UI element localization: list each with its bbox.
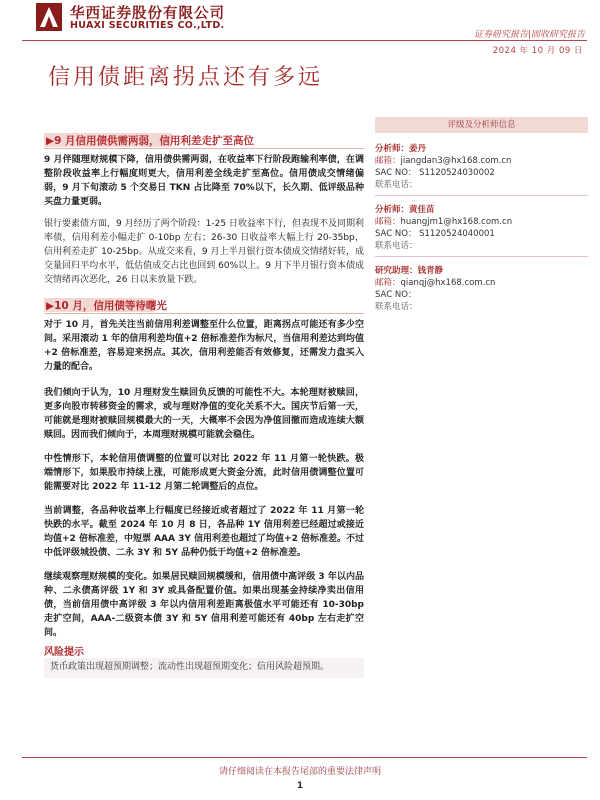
analyst-role: 分析师： <box>375 205 410 215</box>
analyst-name: 姜丹 <box>409 144 427 154</box>
company-name-cn: 华西证券股份有限公司 <box>70 6 225 22</box>
risk-heading: 风险提示 <box>44 647 84 658</box>
heading-underline <box>44 313 364 314</box>
analyst-role: 分析师： <box>375 144 410 154</box>
heading-underline <box>44 148 364 149</box>
analyst-name: 黄佳苗 <box>409 205 435 215</box>
section-heading-2 <box>44 297 364 314</box>
analyst-role: 研究助理： <box>375 266 418 276</box>
page-number: 1 <box>296 781 304 791</box>
analyst-card <box>375 143 588 196</box>
report-date: 2024 年 10 月 09 日 <box>492 46 583 56</box>
analyst-name: 钱青静 <box>417 266 444 276</box>
company-name-en: HUAXI SECURITIES CO.,LTD. <box>70 20 225 31</box>
analyst-divider <box>375 195 588 196</box>
analyst-contact: 联系电话： <box>375 180 418 190</box>
analyst-contact: 联系电话： <box>375 302 418 312</box>
analyst-sac-line <box>375 289 588 301</box>
analyst-sac-line <box>375 228 588 240</box>
analyst-email-line <box>375 155 588 167</box>
analyst-sac: S1120524030002 <box>419 168 495 178</box>
analyst-name-line <box>375 143 588 155</box>
paragraph-october-outlook: 对于 10 月，首先关注当前信用利差调整至什么位置，距离拐点可能还有多少空间。采用滚动 1 年的信用利差均值+2 倍标准差作为标尺，当信用利差达到均值+2 倍标准差，容易迎来拐点。其次，信用利差能否有效修复，还需发力盘买入力量的配合。 <box>44 320 364 372</box>
analyst-email-line <box>375 277 588 289</box>
analyst-sac: S1120524040001 <box>419 229 495 239</box>
report-title: 信用债距离拐点还有多远 <box>48 65 324 90</box>
paragraph-watch-wealth-scale: 继续观察理财规模的变化。如果居民赎回规模缓和，信用债中高评级 3 年以内品种、二永债高评级 1Y 和 3Y 或具备配置价值。如果出现基金持续净卖出信用债，当前信用债中高评级 3 年以内信用利差距离极值水平可能还有 10-30bp 走扩空间，AAA-二级资本债 3Y 和 5Y 信用利差可能还有 40bp 左右走扩空间。 <box>44 572 364 638</box>
email-label: 邮箱： <box>375 156 401 166</box>
paragraph-current-adjustment: 当前调整，各品种收益率上行幅度已经接近或者超过了 2022 年 11 月第一轮快跌的水平。截至 2024 年 10 月 8 日，各品种 1Y 信用利差已经超过或接近均值+2 倍标准差，中短票 AAA 3Y 信用利差也超过了均值+2 倍标准差。不过中低评级城投债、二永 3Y 和 5Y 品种仍低于均值+2 倍标准差。 <box>44 506 364 558</box>
email-label: 邮箱： <box>375 278 401 288</box>
paragraph-wealth-redemption: 我们倾向于认为，10 月理财发生赎回负反馈的可能性不大。本轮理财被赎回，更多向股市转移资金的需求，或与理财净值的变化关系不大。国庆节后第一天，可能就是理财被赎回规模最大的一天，大概率不会因为净值回撤而造成连续大额赎回。因而我们倾向于，本周理财规模可能就会稳住。 <box>44 388 364 440</box>
section-heading-text: ▶10 月，信用债等待曙光 <box>46 300 167 312</box>
analyst-name-line <box>375 204 588 216</box>
analyst-name-line <box>375 265 588 277</box>
main-content <box>44 132 364 678</box>
analyst-card <box>375 204 588 257</box>
sac-label: SAC NO： <box>375 168 417 178</box>
sac-label: SAC NO： <box>375 229 417 239</box>
footer-divider <box>22 757 587 758</box>
email-label: 邮箱： <box>375 217 401 227</box>
report-type: 证券研究报告|固收研究报告 <box>473 30 585 40</box>
header-divider <box>22 40 587 41</box>
paragraph-supply-demand: 9 月伴随理财规模下降，信用债供需两弱，在收益率下行阶段跑输利率债，在调整阶段收益率上行幅度则更大，信用利差全线走扩至高位。信用债成交情绪偏弱，9 月下旬滚动 5 个交易日 TKN 占比降至 70%以下，长久期、低评级品种买盘力量更弱。 <box>44 155 364 207</box>
paragraph-bank-capital-bonds: 银行要素债方面，9 月经历了两个阶段：1-25 日收益率下行，但表现不及同期利率债，信用利差小幅走扩 0-10bp 左右；26-30 日收益率大幅上行 20-35bp，信用利差走扩 10-25bp。从成交来看，9 月上半月银行资本债成交情绪好转，成交量回归平均水平，低估值成交占比也回到 60%以上。9 月下半月银行资本债成交情绪再次恶化，26 日以来放量下跌。 <box>44 219 364 285</box>
analyst-email[interactable]: huangjm1@hx168.com.cn <box>400 217 513 227</box>
section-heading-text: ▶9 月信用债供需两弱，信用利差走扩至高位 <box>46 135 255 147</box>
analyst-email[interactable]: jiangdan3@hx168.com.cn <box>400 156 512 166</box>
paragraph-scenarios: 中性情形下，本轮信用债调整的位置可以对比 2022 年 11 月第一轮快跌。极端情形下，如果股市持续上涨，可能形成更大资金分流，此时信用债调整位置可能需要对比 2022 年 11-12 月第二轮调整后的点位。 <box>44 454 364 492</box>
analyst-sidebar <box>375 117 588 321</box>
sidebar-heading: 评级及分析师信息 <box>375 117 588 133</box>
risk-box <box>44 658 364 678</box>
footer-disclaimer: 请仔细阅读在本报告尾部的重要法律声明 <box>218 767 381 777</box>
analyst-card <box>375 265 588 313</box>
huaxi-logo-icon <box>36 3 62 31</box>
sac-label: SAC NO： <box>375 290 417 300</box>
analyst-email-line <box>375 216 588 228</box>
analyst-contact: 联系电话： <box>375 241 418 251</box>
analyst-sac-line <box>375 167 588 179</box>
risk-text: 货币政策出现超预期调整；流动性出现超预期变化；信用风险超预期。 <box>50 662 330 672</box>
section-heading-1 <box>44 132 364 149</box>
analyst-divider <box>375 256 588 257</box>
analyst-email[interactable]: qianqj@hx168.com.cn <box>400 278 496 288</box>
